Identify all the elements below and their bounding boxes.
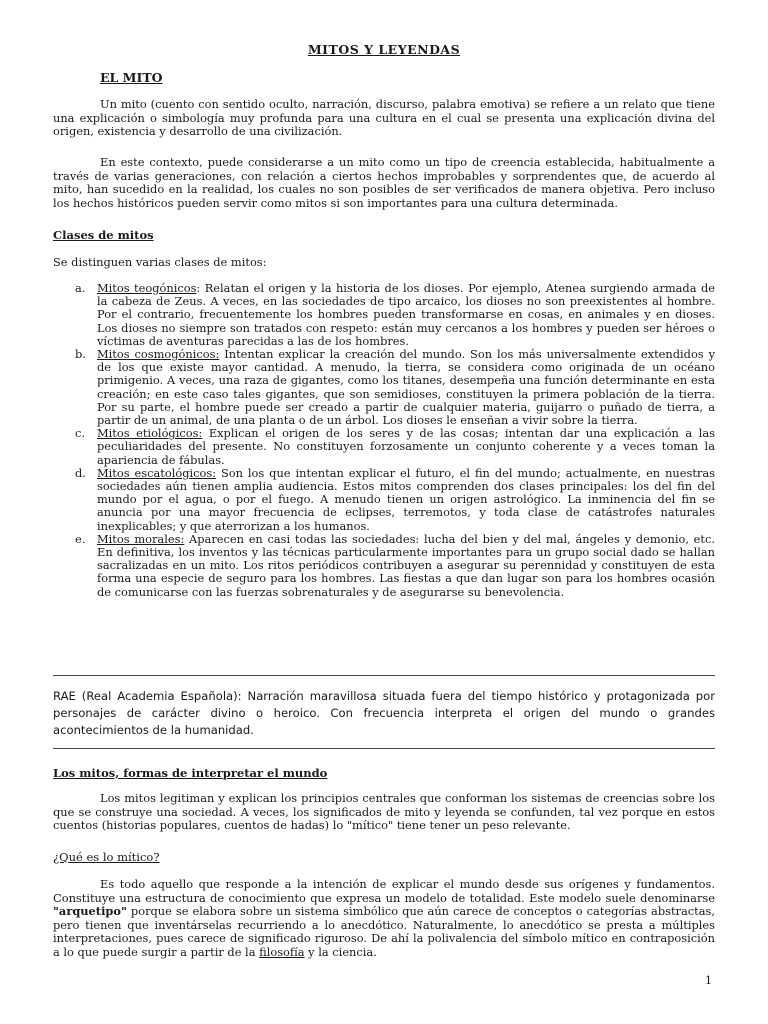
list-item — [53, 282, 715, 348]
classes-list — [53, 282, 715, 599]
page-number: 1 — [705, 974, 712, 987]
list-item-term: Mitos cosmogónicos: — [97, 347, 220, 362]
section3-text-b: porque se elabora sobre un sistema simbólico que aún carece de conceptos o categorías abstractas, pero tienen que inventárselas recurriendo a lo anecdótico. Naturalmente, lo anecdótico se presta a múltiples interpretaciones, pues carece de significado riguroso. De ahí la polivalencia del símbolo mítico en contraposición a lo que puede surgir a partir de la — [53, 904, 715, 959]
list-item-text: Explican el origen de los seres y de las cosas; intentan dar una explicación a las peculiaridades del presente. No constituyen forzosamente un conjunto coherente y a veces toman la apariencia de fábulas. — [97, 426, 715, 467]
intro-paragraph-1: Un mito (cuento con sentido oculto, narración, discurso, palabra emotiva) se refiere a un relato que tiene una explicación o simbología muy profunda para una cultura en el cual se presenta una explicación divina del origen, existencia y desarrollo de una civilización. — [53, 97, 715, 139]
list-item — [53, 427, 715, 467]
list-item-term: Mitos teogónicos — [97, 281, 197, 295]
list-item — [53, 533, 715, 599]
list-item-term: Mitos morales: — [97, 531, 185, 546]
rae-definition: RAE (Real Academia Española): Narración maravillosa situada fuera del tiempo histórico y protagonizada por personajes de carácter divino o heroico. Con frecuencia interpreta el origen del mundo o grandes acontecimientos de la humanidad. — [53, 689, 715, 737]
list-marker: b. — [75, 347, 86, 362]
section3-text-a: Es todo aquello que responde a la intención de explicar el mundo desde sus orígenes y fundamentos. Constituye una estructura de conocimiento que expresa un modelo de totalidad. Este modelo suele denominarse — [53, 877, 715, 905]
arquetipo-term: "arquetipo" — [53, 904, 127, 919]
list-marker: c. — [75, 426, 86, 441]
section-heading-interpretar: Los mitos, formas de interpretar el mundo — [53, 766, 328, 780]
section-heading-mitico: ¿Qué es lo mítico? — [53, 850, 160, 864]
classes-intro: Se distinguen varias clases de mitos: — [53, 255, 267, 269]
document-title: MITOS Y LEYENDAS — [307, 42, 461, 57]
list-item — [53, 467, 715, 533]
list-item-text: Son los que intentan explicar el futuro, el fin del mundo; actualmente, en nuestras sociedades aún tienen amplia audiencia. Estos mitos comprenden dos clases principales: los del fin del mundo por el agua, o por el fuego. A menudo tienen un origen astrológico. La inminencia del fin se anuncia por una mayor frecuencia de eclipses, terremotos, y toda clase de catástrofes naturales inexplicables; y que aterrorizan a los humanos. — [97, 465, 715, 533]
divider-bottom — [53, 748, 715, 749]
list-item — [53, 348, 715, 427]
section-heading-el-mito: EL MITO — [100, 70, 163, 85]
intro-paragraph-2: En este contexto, puede considerarse a un mito como un tipo de creencia establecida, habitualmente a través de varias generaciones, con relación a ciertos hechos improbables y sorprendentes que, de acuerdo al mito, han sucedido en la realidad, los cuales no son posibles de ser verificados de manera objetiva. Pero incluso los hechos históricos pueden servir como mitos si son importantes para una cultura determinada. — [53, 155, 715, 210]
list-item-text: Intentan explicar la creación del mundo. Son los más universalmente extendidos y de los que existe mayor cantidad. A menudo, la tierra, se considera como originada de un océano primigenio. A veces, una raza de gigantes, como los titanes, desempeña una función determinante en esta creación; en este caso tales gigantes, que son semidioses, constituyen la primera población de la tierra. Por su parte, el hombre puede ser creado a partir de cualquier materia, guijarro o puñado de tierra, a partir de un animal, de una planta o de un árbol. Los dioses le enseñan a vivir sobre la tierra. — [97, 347, 716, 428]
list-item-text: : Relatan el origen y la historia de los dioses. Por ejemplo, Atenea surgiendo armada de la cabeza de Zeus. A veces, en las sociedades de tipo arcaico, los dioses no son preexistentes al hombre. Por el contrario, frecuentemente los hombres pueden transformarse en cosas, en animales y en dioses. Los dioses no siempre son tratados con respeto: están muy cercanos a los hombres y pueden ser héroes o víctimas de aventuras parecidas a las de los hombres. — [97, 281, 715, 348]
divider-top — [53, 675, 715, 676]
list-item-term: Mitos etiológicos: — [97, 426, 203, 441]
list-marker: d. — [75, 465, 86, 480]
filosofia-link[interactable]: filosofía — [259, 944, 305, 959]
section3-paragraph — [53, 878, 715, 960]
classes-heading: Clases de mitos — [53, 228, 154, 242]
list-item-text: Aparecen en casi todas las sociedades: lucha del bien y del mal, ángeles y demonio, etc. En definitiva, los inventos y las técnicas particularmente importantes para un grupo social dado se hallan sacralizadas en un mito. Los ritos periódicos contribuyen a asegurar su perennidad y constituyen de esta forma una especie de seguro para los hombres. Las fiestas a que dan lugar son para los hombres ocasión de comunicarse con las fuerzas sobrenaturales y de asegurarse su benevolencia. — [97, 531, 715, 599]
section3-text-c: y la ciencia. — [304, 944, 377, 959]
section2-paragraph: Los mitos legitiman y explican los principios centrales que conforman los sistemas de creencias sobre los que se construye una sociedad. A veces, los significados de mito y leyenda se confunden, tal vez porque en estos cuentos (historias populares, cuentos de hadas) lo "mítico" tiene tener un peso relevante. — [53, 791, 715, 833]
list-item-term: Mitos escatológicos: — [97, 465, 217, 480]
list-marker: a. — [75, 281, 86, 295]
list-marker: e. — [75, 531, 86, 546]
